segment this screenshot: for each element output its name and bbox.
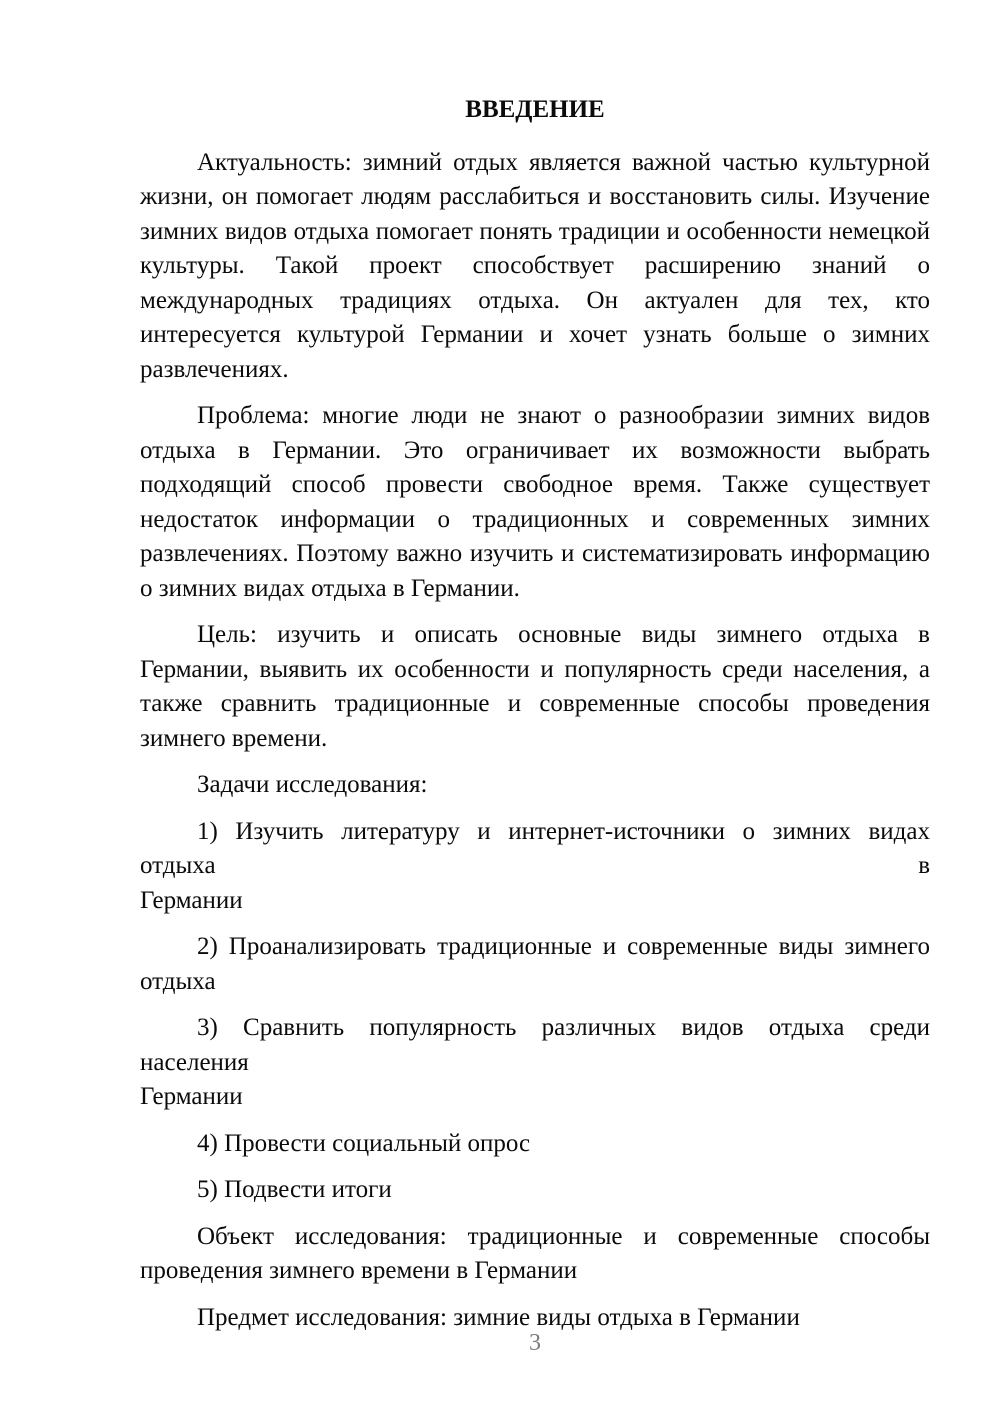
page-number: 3 xyxy=(529,1330,541,1356)
text-line: 3) Сравнить популярность различных видов отдыха среди населения xyxy=(140,1014,930,1076)
text-line: Объект исследования: традиционные и современные способы xyxy=(197,1222,930,1250)
task-item-5 xyxy=(140,1173,930,1208)
text-line: также сравнить традиционные и современные способы проведения xyxy=(140,690,930,717)
text-line: Германии xyxy=(140,886,243,914)
text-line: проведения зимнего времени в Германии xyxy=(140,1257,578,1284)
text-line: культуры. Такой проект способствует расширению знаний о xyxy=(140,252,930,279)
text-line: интересуется культурой Германии и хочет узнать больше о зимних xyxy=(140,321,930,348)
text-line: Предмет исследования: зимние виды отдыха в Германии xyxy=(197,1303,800,1331)
text-line: Германии, выявить их особенности и популярность среди населения, а xyxy=(140,655,930,683)
paragraph-object xyxy=(140,1220,930,1289)
text-line: Проблема: многие люди не знают о разнообразии зимних видов xyxy=(197,402,930,429)
text-line: Цель: изучить и описать основные виды зимнего отдыха в xyxy=(197,621,930,648)
task-item-1 xyxy=(140,815,930,919)
text-line: подходящий способ провести свободное время. Также существует xyxy=(140,471,930,498)
paragraph-problem xyxy=(140,399,930,606)
text-line: развлечениях. xyxy=(140,355,289,383)
text-line: отдыха в Германии. Это ограничивает их возможности выбрать xyxy=(140,436,930,464)
text-line: международных традициях отдыха. Он актуален для тех, кто xyxy=(140,286,930,314)
text-line: отдыха xyxy=(140,967,216,995)
task-item-3 xyxy=(140,1011,930,1115)
text-line: 2) Проанализировать традиционные и современные виды зимнего xyxy=(197,933,930,960)
text-line: 4) Провести социальный опрос xyxy=(197,1129,531,1157)
text-line: 1) Изучить литературу и интернет-источники о зимних видах отдыха в xyxy=(140,817,930,879)
text-line: зимних видов отдыха помогает понять традиции и особенности немецкой xyxy=(140,217,930,245)
document-page xyxy=(140,93,930,1347)
task-item-4 xyxy=(140,1127,930,1162)
text-line: Задачи исследования: xyxy=(197,771,428,798)
text-line: Германии xyxy=(140,1083,243,1110)
paragraph-relevance xyxy=(140,146,930,388)
text-line: о зимних видах отдыха в Германии. xyxy=(140,574,520,602)
tasks-heading xyxy=(140,768,930,803)
text-line: 5) Подвести итоги xyxy=(197,1176,392,1203)
text-line: жизни, он помогает людям расслабиться и восстановить силы. Изучение xyxy=(140,183,930,210)
page-title: ВВЕДЕНИЕ xyxy=(465,96,605,123)
text-line: развлечениях. Поэтому важно изучить и систематизировать информацию xyxy=(140,540,930,567)
task-item-2 xyxy=(140,930,930,999)
text-line: зимнего времени. xyxy=(140,724,328,752)
text-line: недостаток информации о традиционных и современных зимних xyxy=(140,505,930,533)
paragraph-goal xyxy=(140,618,930,756)
text-line: Актуальность: зимний отдых является важной частью культурной xyxy=(197,148,930,176)
